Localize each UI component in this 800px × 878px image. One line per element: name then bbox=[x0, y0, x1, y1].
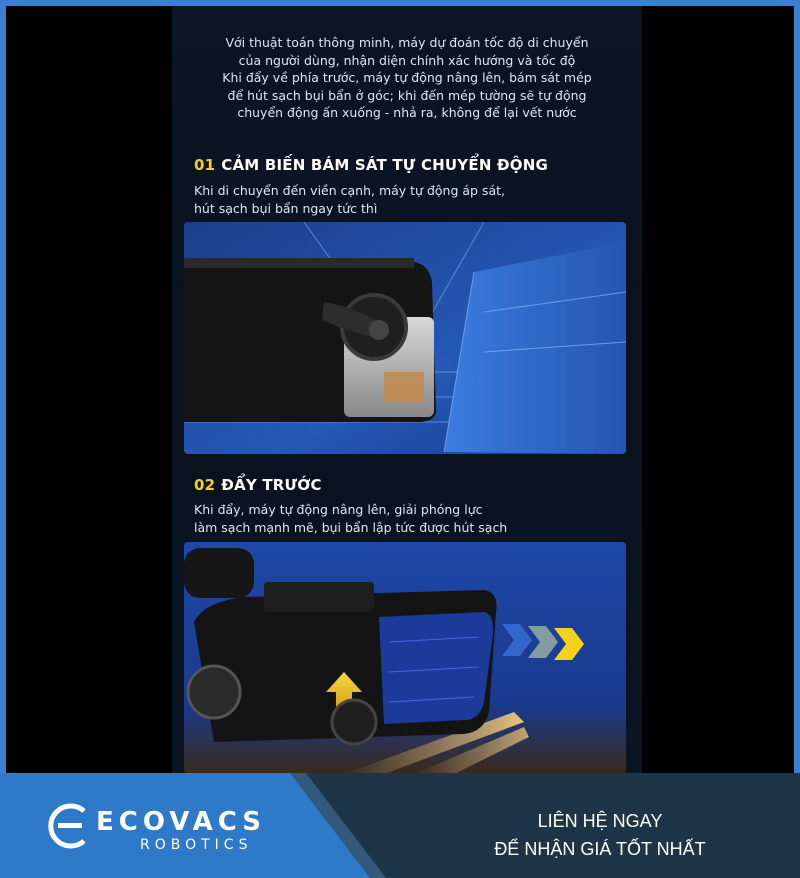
content-panel bbox=[172, 6, 642, 872]
feature-1-desc-line: hút sạch bụi bẩn ngay tức thì bbox=[194, 201, 378, 216]
feature-2-desc-line: Khi đẩy, máy tự động nâng lên, giải phóng lực bbox=[194, 502, 483, 517]
feature-2-title-text: ĐẨY TRƯỚC bbox=[221, 476, 322, 494]
feature-1-title-text: CẢM BIẾN BÁM SÁT TỰ CHUYỂN ĐỘNG bbox=[221, 156, 548, 174]
intro-line: chuyển động ấn xuống - nhả ra, không để lại vết nước bbox=[237, 105, 577, 120]
intro-line: của người dùng, nhận diện chính xác hướng và tốc độ bbox=[238, 52, 576, 68]
feature-1-description bbox=[194, 182, 505, 218]
cta-line-2[interactable]: ĐỂ NHẬN GIÁ TỐT NHẤT bbox=[494, 839, 706, 859]
brand-subtitle: ROBOTICS bbox=[140, 837, 253, 853]
feature-2-number: 02 bbox=[194, 476, 216, 494]
feature-1-title bbox=[194, 156, 548, 174]
intro-line: Khi đẩy về phía trước, máy tự động nâng lên, bám sát mép bbox=[222, 70, 592, 85]
brand-name: ECOVACS bbox=[96, 807, 267, 837]
intro-text bbox=[172, 34, 642, 122]
feature-2-title bbox=[194, 476, 322, 494]
intro-line: để hút sạch bụi bẩn ở góc; khi đến mép tường sẽ tự động bbox=[227, 87, 587, 103]
feature-2-desc-line: làm sạch mạnh mẽ, bụi bẩn lập tức được hút sạch bbox=[194, 520, 508, 535]
page-frame bbox=[6, 6, 794, 872]
intro-line: Với thuật toán thông minh, máy dự đoán tốc độ di chuyển bbox=[225, 35, 589, 50]
robot-edge-illustration bbox=[184, 222, 626, 454]
cta-line-1[interactable]: LIÊN HỆ NGAY bbox=[537, 811, 663, 831]
feature-1-desc-line: Khi di chuyển đến viền cạnh, máy tự động áp sát, bbox=[194, 183, 505, 198]
push-forward-image bbox=[184, 542, 626, 774]
feature-1-number: 01 bbox=[194, 156, 216, 174]
feature-2-description bbox=[194, 501, 507, 537]
footer-banner bbox=[0, 773, 800, 878]
edge-sensor-image bbox=[184, 222, 626, 454]
robot-push-illustration bbox=[184, 542, 626, 774]
ecovacs-logo-icon bbox=[44, 801, 92, 851]
